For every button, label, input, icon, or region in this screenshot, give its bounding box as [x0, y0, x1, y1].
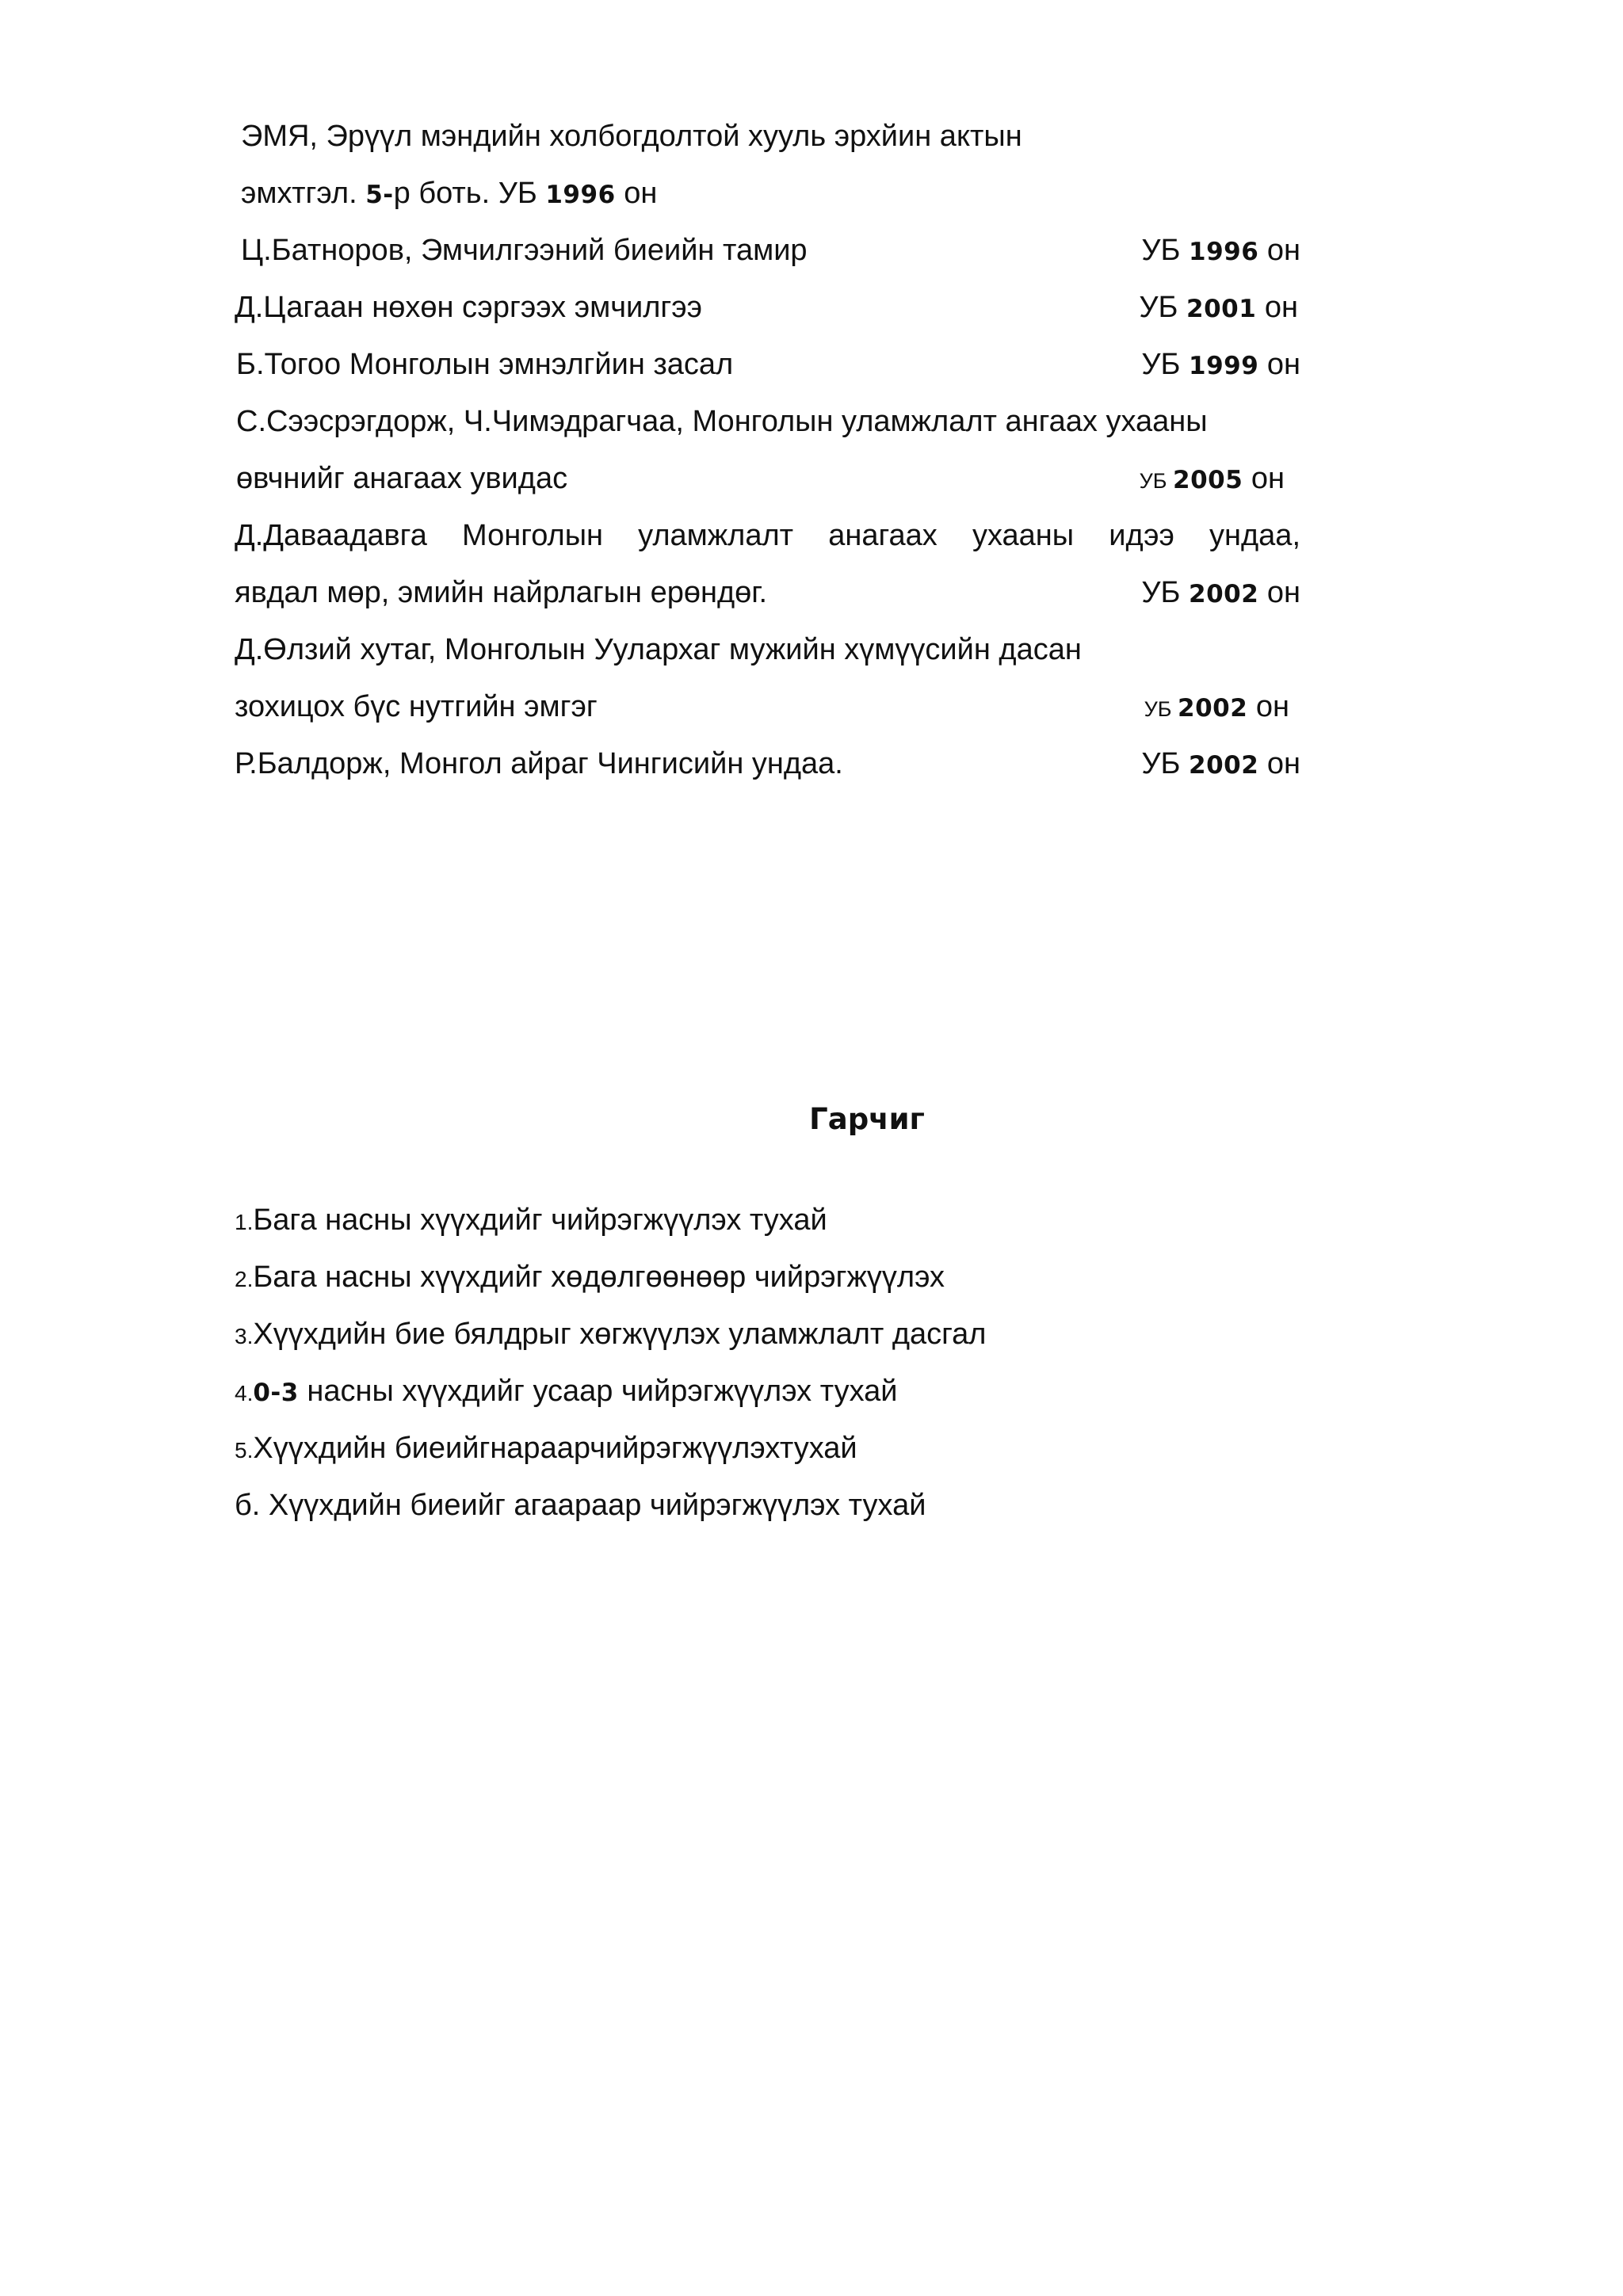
toc-item: 5.Хүүхдийн биеийгнараарчийрэгжүүлэхтухай — [235, 1432, 857, 1465]
reference-text: Д.Цагаан нөхөн сэргээх эмчилгээ — [235, 291, 703, 324]
reference-line — [235, 113, 1300, 160]
reference-line — [235, 740, 1300, 788]
reference-text: ЭМЯ, Эрүүл мэндийн холбогдолтой хууль эрхйин актын — [241, 120, 1022, 153]
reference-text: өвчнийг анагаах увидас — [236, 462, 568, 495]
reference-year: УБ 2001 он — [1139, 291, 1298, 324]
reference-year: УБ 1996 он — [1141, 234, 1300, 267]
reference-line — [235, 284, 1300, 331]
toc-item: 4.0-3 насны хүүхдийг усаар чийрэгжүүлэх тухай — [235, 1375, 898, 1408]
toc-item: 3.Хүүхдийн бие бялдрыг хөгжүүлэх уламжлалт дасгал — [235, 1318, 987, 1351]
reference-year: УБ 2005 он — [1139, 462, 1285, 495]
reference-text: Б.Тогоо Монголын эмнэлгйин засал — [236, 348, 734, 381]
reference-year: УБ 2002 он — [1141, 576, 1300, 609]
reference-text: Д.Өлзий хутаг, Монголын Уулархаг мужийн хүмүүсийн дасан — [235, 633, 1082, 666]
reference-year: УБ 2002 он — [1144, 690, 1289, 723]
reference-line — [235, 626, 1300, 673]
reference-line — [235, 455, 1300, 502]
reference-line — [235, 398, 1300, 445]
toc-item: б. Хүүхдийн биеийг агаараар чийрэгжүүлэх тухай — [235, 1489, 926, 1522]
reference-text: Р.Балдорж, Монгол айраг Чингисийн ундаа. — [235, 747, 843, 780]
reference-line — [235, 227, 1300, 274]
reference-line — [235, 341, 1300, 388]
reference-text: явдал мөр, эмийн найрлагын ерөндөг. — [235, 576, 768, 609]
reference-text: зохицох бүс нутгийн эмгэг — [235, 690, 598, 723]
reference-year: УБ 1999 он — [1141, 348, 1300, 381]
reference-text: С.Сээсрэгдорж, Ч.Чимэдрагчаа, Монголын уламжлалт ангаах ухааны — [236, 405, 1208, 438]
reference-line — [235, 170, 1300, 217]
reference-line — [235, 569, 1300, 616]
reference-line: Д.Даваадавга Монголын уламжлалт анагаах ухааны идээ ундаа, — [235, 519, 1300, 552]
reference-year: УБ 2002 он — [1141, 747, 1300, 780]
page-title: Гарчиг — [809, 1102, 925, 1136]
reference-text: Ц.Батноров, Эмчилгээний биеийн тамир — [241, 234, 808, 267]
reference-text: эмхтгэл. 5-р боть. УБ 1996 он — [241, 177, 658, 210]
toc-item: 2.Бага насны хүүхдийг хөдөлгөөнөөр чийрэгжүүлэх — [235, 1261, 945, 1294]
reference-line — [235, 683, 1300, 730]
toc-item: 1.Бага насны хүүхдийг чийрэгжүүлэх тухай — [235, 1203, 827, 1237]
